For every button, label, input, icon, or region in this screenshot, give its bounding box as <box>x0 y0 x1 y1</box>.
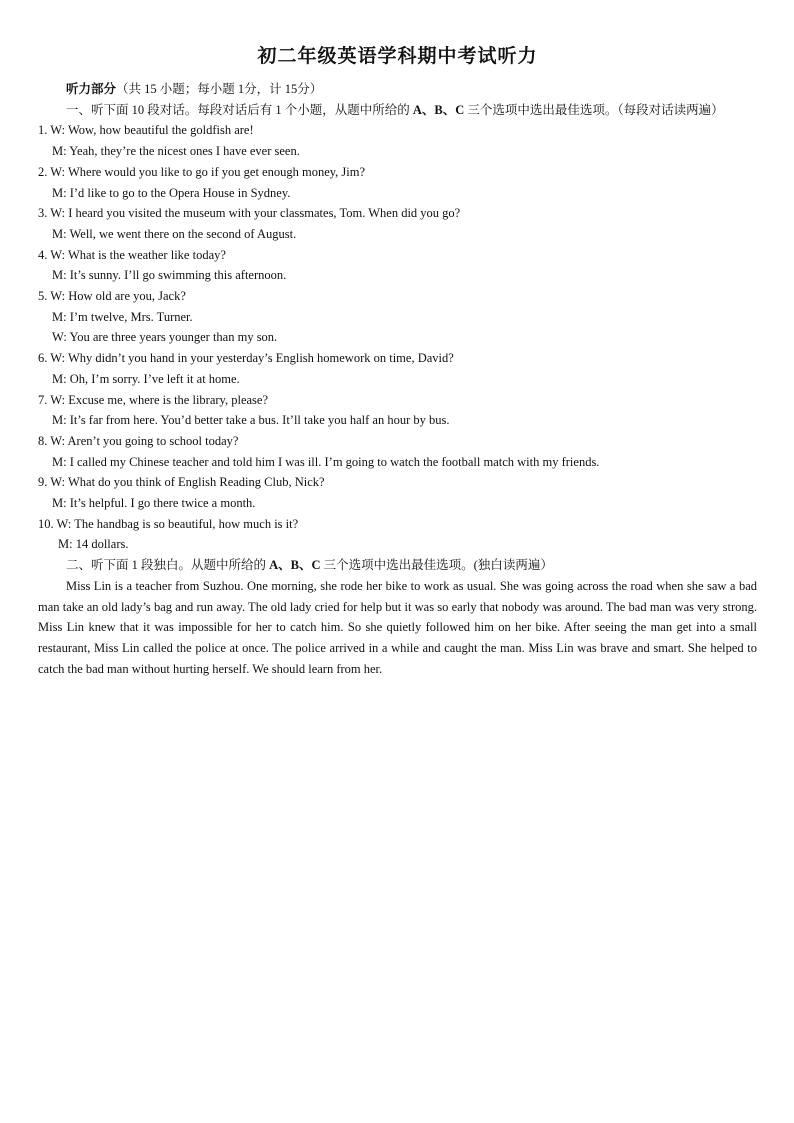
dialogue-number: 9. <box>38 475 48 490</box>
part1-instruction-b: 三个选项中选出最佳选项。（每段对话读两遍） <box>464 102 724 117</box>
dialogue-2 <box>38 162 757 183</box>
dialogue-3 <box>38 203 757 224</box>
dialogue-7-reply: M: It’s far from here. You’d better take a bus. It’ll take you half an hour by bus. <box>52 413 450 428</box>
dialogue-line: W: Where would you like to go if you get enough money, Jim? <box>50 164 366 179</box>
dialogue-line: W: Excuse me, where is the library, please? <box>50 392 269 407</box>
dialogue-5-reply: M: I’m twelve, Mrs. Turner. <box>52 309 193 324</box>
dialogue-10 <box>38 514 757 535</box>
dialogue-number: 5. <box>38 289 48 304</box>
dialogue-5 <box>38 286 757 307</box>
part2-instruction <box>38 555 757 576</box>
section-header <box>38 79 757 100</box>
part2-options: A、B、C <box>269 558 321 573</box>
dialogue-number: 4. <box>38 247 48 262</box>
dialogue-6-reply: M: Oh, I’m sorry. I’ve left it at home. <box>52 371 240 386</box>
dialogue-number: 7. <box>38 392 48 407</box>
part1-instruction <box>38 100 757 121</box>
dialogue-number: 8. <box>38 433 48 448</box>
part2-instruction-a: 二、听下面 1 段独白。从题中所给的 <box>66 558 270 573</box>
dialogue-line: W: What do you think of English Reading Club, Nick? <box>50 475 325 490</box>
dialogue-1-reply: M: Yeah, they’re the nicest ones I have ever seen. <box>52 144 300 159</box>
part1-options: A、B、C <box>412 102 465 117</box>
dialogue-line: W: The handbag is so beautiful, how much is it? <box>56 516 299 531</box>
dialogue-4-reply: M: It’s sunny. I’ll go swimming this afternoon. <box>52 268 287 283</box>
dialogue-line: W: Aren’t you going to school today? <box>50 433 239 448</box>
dialogue-7 <box>38 390 757 411</box>
dialogue-9 <box>38 472 757 493</box>
dialogue-8-reply: M: I called my Chinese teacher and told him I was ill. I’m going to watch the football match with my friends. <box>52 454 600 469</box>
dialogue-list <box>38 120 757 555</box>
dialogue-3-reply: M: Well, we went there on the second of August. <box>52 226 297 241</box>
dialogue-number: 3. <box>38 206 48 221</box>
dialogue-number: 10. <box>38 516 54 531</box>
dialogue-10-reply: M: 14 dollars. <box>58 537 129 552</box>
dialogue-line: W: I heard you visited the museum with your classmates, Tom. When did you go? <box>50 206 461 221</box>
dialogue-number: 6. <box>38 351 48 366</box>
dialogue-4 <box>38 245 757 266</box>
dialogue-number: 1. <box>38 123 48 138</box>
part2-instruction-b: 三个选项中选出最佳选项。(独白读两遍） <box>320 558 553 573</box>
part1-instruction-a: 一、听下面 10 段对话。每段对话后有 1 个小题，从题中所给的 <box>66 102 413 117</box>
section-header-note: （共 15 小题；每小题 1分，计 15分） <box>116 82 323 96</box>
dialogue-2-reply: M: I’d like to go to the Opera House in Sydney. <box>52 185 291 200</box>
dialogue-line: W: What is the weather like today? <box>50 247 226 262</box>
dialogue-line: W: Why didn’t you hand in your yesterday’s English homework on time, David? <box>50 351 454 366</box>
dialogue-line: W: Wow, how beautiful the goldfish are! <box>50 123 254 138</box>
dialogue-6 <box>38 348 757 369</box>
dialogue-8 <box>38 431 757 452</box>
dialogue-1 <box>38 120 757 141</box>
page-title: 初二年级英语学科期中考试听力 <box>257 46 538 67</box>
monologue-passage: Miss Lin is a teacher from Suzhou. One morning, she rode her bike to work as usual. She was going across the road when she saw a bad man take an old lady’s bag and run away. The old lady cried for help but it was so early that nobody was around. The bad man was very strong. Miss Lin knew that it was impossible for her to catch him. So she quietly followed him on her bike. After seeing the man get into a small restaurant, Miss Lin called the police at once. The police arrived in a while and caught the man. Miss Lin was brave and smart. She helped to catch the bad man without hurting herself. We should learn from her. <box>38 578 757 677</box>
dialogue-9-reply: M: It’s helpful. I go there twice a month. <box>52 496 256 511</box>
exam-page <box>38 44 757 680</box>
dialogue-number: 2. <box>38 164 48 179</box>
dialogue-5-reply-2: W: You are three years younger than my son. <box>52 330 278 345</box>
section-header-label: 听力部分 <box>66 82 117 96</box>
dialogue-line: W: How old are you, Jack? <box>50 289 186 304</box>
